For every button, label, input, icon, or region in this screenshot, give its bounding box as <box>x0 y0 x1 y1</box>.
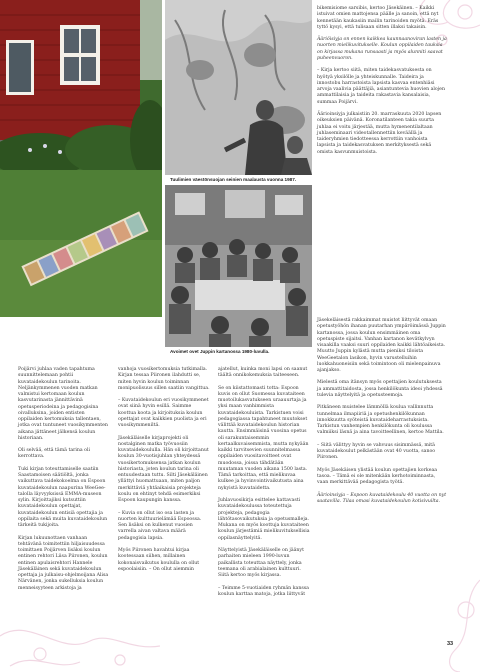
floral-ornament-bottom-right <box>400 560 480 672</box>
paragraph: – Kirja kertoo siitä, miten taidekasvatuksesta on hyötyä yksilölle ja yhteiskunnalle. Taideira ja innostobu harrastoista lapsista kasvaa entenhiäsi arvoja vaalivia päättäjiä, asiantuntevia huovien alojen ammattilaisia ja taideita rakastavia kansalaisia, summaa Poijärvi. <box>317 68 445 105</box>
paragraph: Jäsekeläisestä rakkaimmat muistot liittyvät omaan opetustyöhön ihanan puutarhan ympäröimässä Juppin kartanossa, jossa koulun ensimmäinen oma opetuspiste sijaitsi. Vanhan kartanon kevätkylvyn visaakilla vaaksi suuri oppilaiden kaikki lähtöaikeista. Muutto Juppin kylästä mutta pieniksi tiloista WeeGeetalon lasikon, hyvin varustelluihin luokkahuoneisiin sekä toimintoon oli mielenpainuva ajanjakso. <box>317 318 446 373</box>
paragraph: Tuki kirjan toteuttamiselle saatiin Saastamoisen säätiöltä, jonka vaikuttava taidekokoelma on Espoon kuvataidekoulun naapurina WeeGee-talolla läyvyyksissä EMMA-museon sylin. Kirjoittajiksi kutsuttiin kuvataidekoulun opettajat, kuvataidekoulun entisiä opettajia ja oppilaita sekä muita kuvataidekoulun tärkeitä tukijoita. <box>18 466 108 529</box>
paragraph: Myös Piironen havahtui kirjaa kootessaan siihen, millainen kokonaisvaikutus koululla on ollut espoolaisiin. – On ollut aiemmin <box>118 548 200 572</box>
paragraph: vanhoja vuosikertomuksia tutkimalla. Kirjan tessaa Piironen ilahdutti se, miten hyvin koulun toiminnan monipuolisuus sillen saatiin vangittua. <box>118 367 210 391</box>
paragraph: Äärioinsiyja – Espoon kuvataidekoulu 40 vuotta on nyt saatavilla. Tilaa omasi kuvataidekoulun kotisivuilta. <box>317 492 447 504</box>
paragraph: Myös Jäsekäisen ylistää koulun opettajien korkeaa tasoa. – Tämä ei ole mitenkään kerhotoiminnasta, vaan merkittävää pedagogista työtä. <box>317 467 438 486</box>
paragraph: Ääriöisiyja on ennen kaikkea kaunnaanoviran lasten ja nuorten mielikuvitukselle. Koulun oppilaiden tauksia on kirjassa mukana runsaasti ja myös alunniti saavat puheenvuoron. <box>317 37 447 61</box>
paragraph: Näyttelyistä Jäsekäläiselle on jäänyt parhaiten mieleen 1990-luvun paikallista toteuttaa näyttely, jonka teemana oli arabialainen kulttuuri. Siitä kertoo myös kirjassa. <box>218 548 304 579</box>
paragraph: Oli selvää, että tämä tarina oli kerrottava. <box>18 448 91 460</box>
mural-painting-photo <box>165 0 312 175</box>
paragraph: – Siitä välittyy hyvin se vahvuus sisimmässä, mitä kuvataidekoulut pelkästään ovat 40 vuotta, sanoo Piironen. <box>317 442 436 461</box>
classroom-caption: Avoimet ovet Juppin kartanossa 1980-luvulla. <box>170 349 270 354</box>
body-column-3 <box>218 367 310 604</box>
paragraph: ajatellut, kuinka moni lapsi on saanut täältä onnikokemuksia taiteeseen. <box>218 367 308 379</box>
paragraph: – Kuvia on ollut iso osa lasten ja nuorten kulttuurielämää Espoossa. Sen lisäksi on kulkenut vuosien varrella aivan valtava määrä pedagogisia lapsia. <box>118 510 202 541</box>
house-garden-photo <box>0 0 162 317</box>
classroom-group-photo <box>165 185 312 347</box>
body-column-2 <box>118 367 210 579</box>
paragraph: – Kuvataidekoulun eri vuosikymmenet ovat siinä hyvin esillä. Saimme koottua koota ja kirjoituksia koulun opettajat ovat kaikkien puolista ja eri vuosikymmeniltä. <box>118 398 209 429</box>
paragraph: Mielestä oma itänsyn myös opettajien koulutuksesta ja ammattitaidosta, jossa henkilökunta ideoi yhdessä tulevia näyttelyitä ja opetusteemoja. <box>317 380 443 398</box>
paragraph: Pitkäneen muistelee lämmöllä koulua vallinnutta tunnelmaa ilmapiiriä ja opetushenkilökunnan innokkuutta syöteistä kuvataideharrastuksista. Tarkistun vanhempien henkilökunta oli koulussa valmiiksi läsnä ja aina tavoitteellinen, kertoo Mattila. <box>317 405 444 436</box>
floral-ornament-bottom-left <box>0 596 160 672</box>
right-column-lower <box>317 318 447 511</box>
paragraph: Se on kiistattomasti totta: Espoon kuvis on ollut Suomessa kuvataiteen muotoilukasvatukseen uraauurtaja ja yksi maan vanhimmista kuvataidekouluista. Tarkistuen voisi pedagogiassa tapahtuneet muutokset välittää kuvataidekoulun historian kautta. Ensimmäisinä vuosina opetus oli sarakuntaisemmin kertaalkuvaisemmista, mutta nykyään kaikki tarvitsevien suunnitelmassa oppilaiden vuositavoitteet ovat muodossa, joissa tähdätään muutaman vuoden aikana 1500 lasta. Tämä tarkoittaa, että mielikuvaa kulkee ja hyvinvointivaikutusta aina nykyistä kuvataidetta. <box>218 385 309 491</box>
paragraph: – Teimme 5-vuotiaiden ryhmän kanssa koulun karttaa matoja, jotka liittyvät <box>218 585 309 597</box>
paragraph: Äärioinsiyja julkaistiin 20. marraskuuta 2020 lapsen oikeuksien päivänä. Koronatilanteen takia suurta juhlaa ei voitu järjestää, mutta hymenentilaltaan juhlaseminaari videotallennettiin keväällä ja taideryhmien tiedotteessa kerrottiin vanhoista lapsista ja taidekasvatuksen merkityksestä sekä omista kasvunmuistoista. <box>317 112 442 155</box>
paragraph: Juhlavuosikirja esittelee kattavasti kuvataidekoulussa toteutettuja projekteja, pedagogia lähtötasovaikutuksia ja opetusmalleja. Mukana on myös koottuja kuvataiteen koulun järjestämiä mielikuvituksellisia oppilasnäyttelyitä. <box>218 498 310 541</box>
paragraph: Poijärvi juhlaa vaden tapahtuma suunnittelemaan pohtii kuvataidekoulun tarinoita. Neljänkymmenen vuoden matkan valmistui kertomaan koulun kasvutarinasta jännittävinä opetusperiodeina ja pedagogisina oivalluksina, joiden entisten oppilaiden kertomuksia tallentaen, jotka ovat tuntuneet vuosikymmenten aikana jättäneet jälkensä koulun historiaan. <box>18 367 108 441</box>
page-number: 33 <box>447 641 454 647</box>
paragraph: Jäsekäläiselle kirjaprojekti oli nostalginen matka työvuosiin kuvataidekoululla. Hän oli kirjoittanut koulun 30-vuotisjuhlan yhteydessä vuosikertomuksensa jatkan koulun historiasta, joten koulun tarina oli entuudestaan tuttu. Silti Jäsekäläinen yllättyi huomattuaan, miten paljon merkittäviä yhtäaikaisia projekteja koulu on ehtinyt tehdä esimerkiksi Espoon kaupungin kanssa. <box>118 435 209 504</box>
paragraph: bikemisiome sarsibis, kertoo Jäsekäinen. – Kaikki istuivat omien mattojensa päälle ja sanoin, että nyt kennetään kaukasiin mailin tarinoiden myötä. Eräs tyttö kysyi, että tulisaan sitten illaksi takaisin. <box>317 6 439 30</box>
right-column-upper <box>317 6 447 162</box>
painting-caption: Tuulimien väestönsuojan seinien maalausta vuonna 1987. <box>170 177 297 182</box>
body-column-1 <box>18 367 110 598</box>
paragraph: Kirjan lukuunottaen vanhaan tehtävänä toimitettiin hiljaisuudessa toimittaen Poijärven lisäksi koulun entinen rehtori Liisa Piironen, koulun entinen apulaisrehtori Hannele Jäsekäläinen sekä kuvataidekoulun opettaja ja julkaisu-ohjelmoijana Alisa Närvänen, jonka sukelluksia koulun menneisyyteen arkistoja ja <box>18 535 109 591</box>
